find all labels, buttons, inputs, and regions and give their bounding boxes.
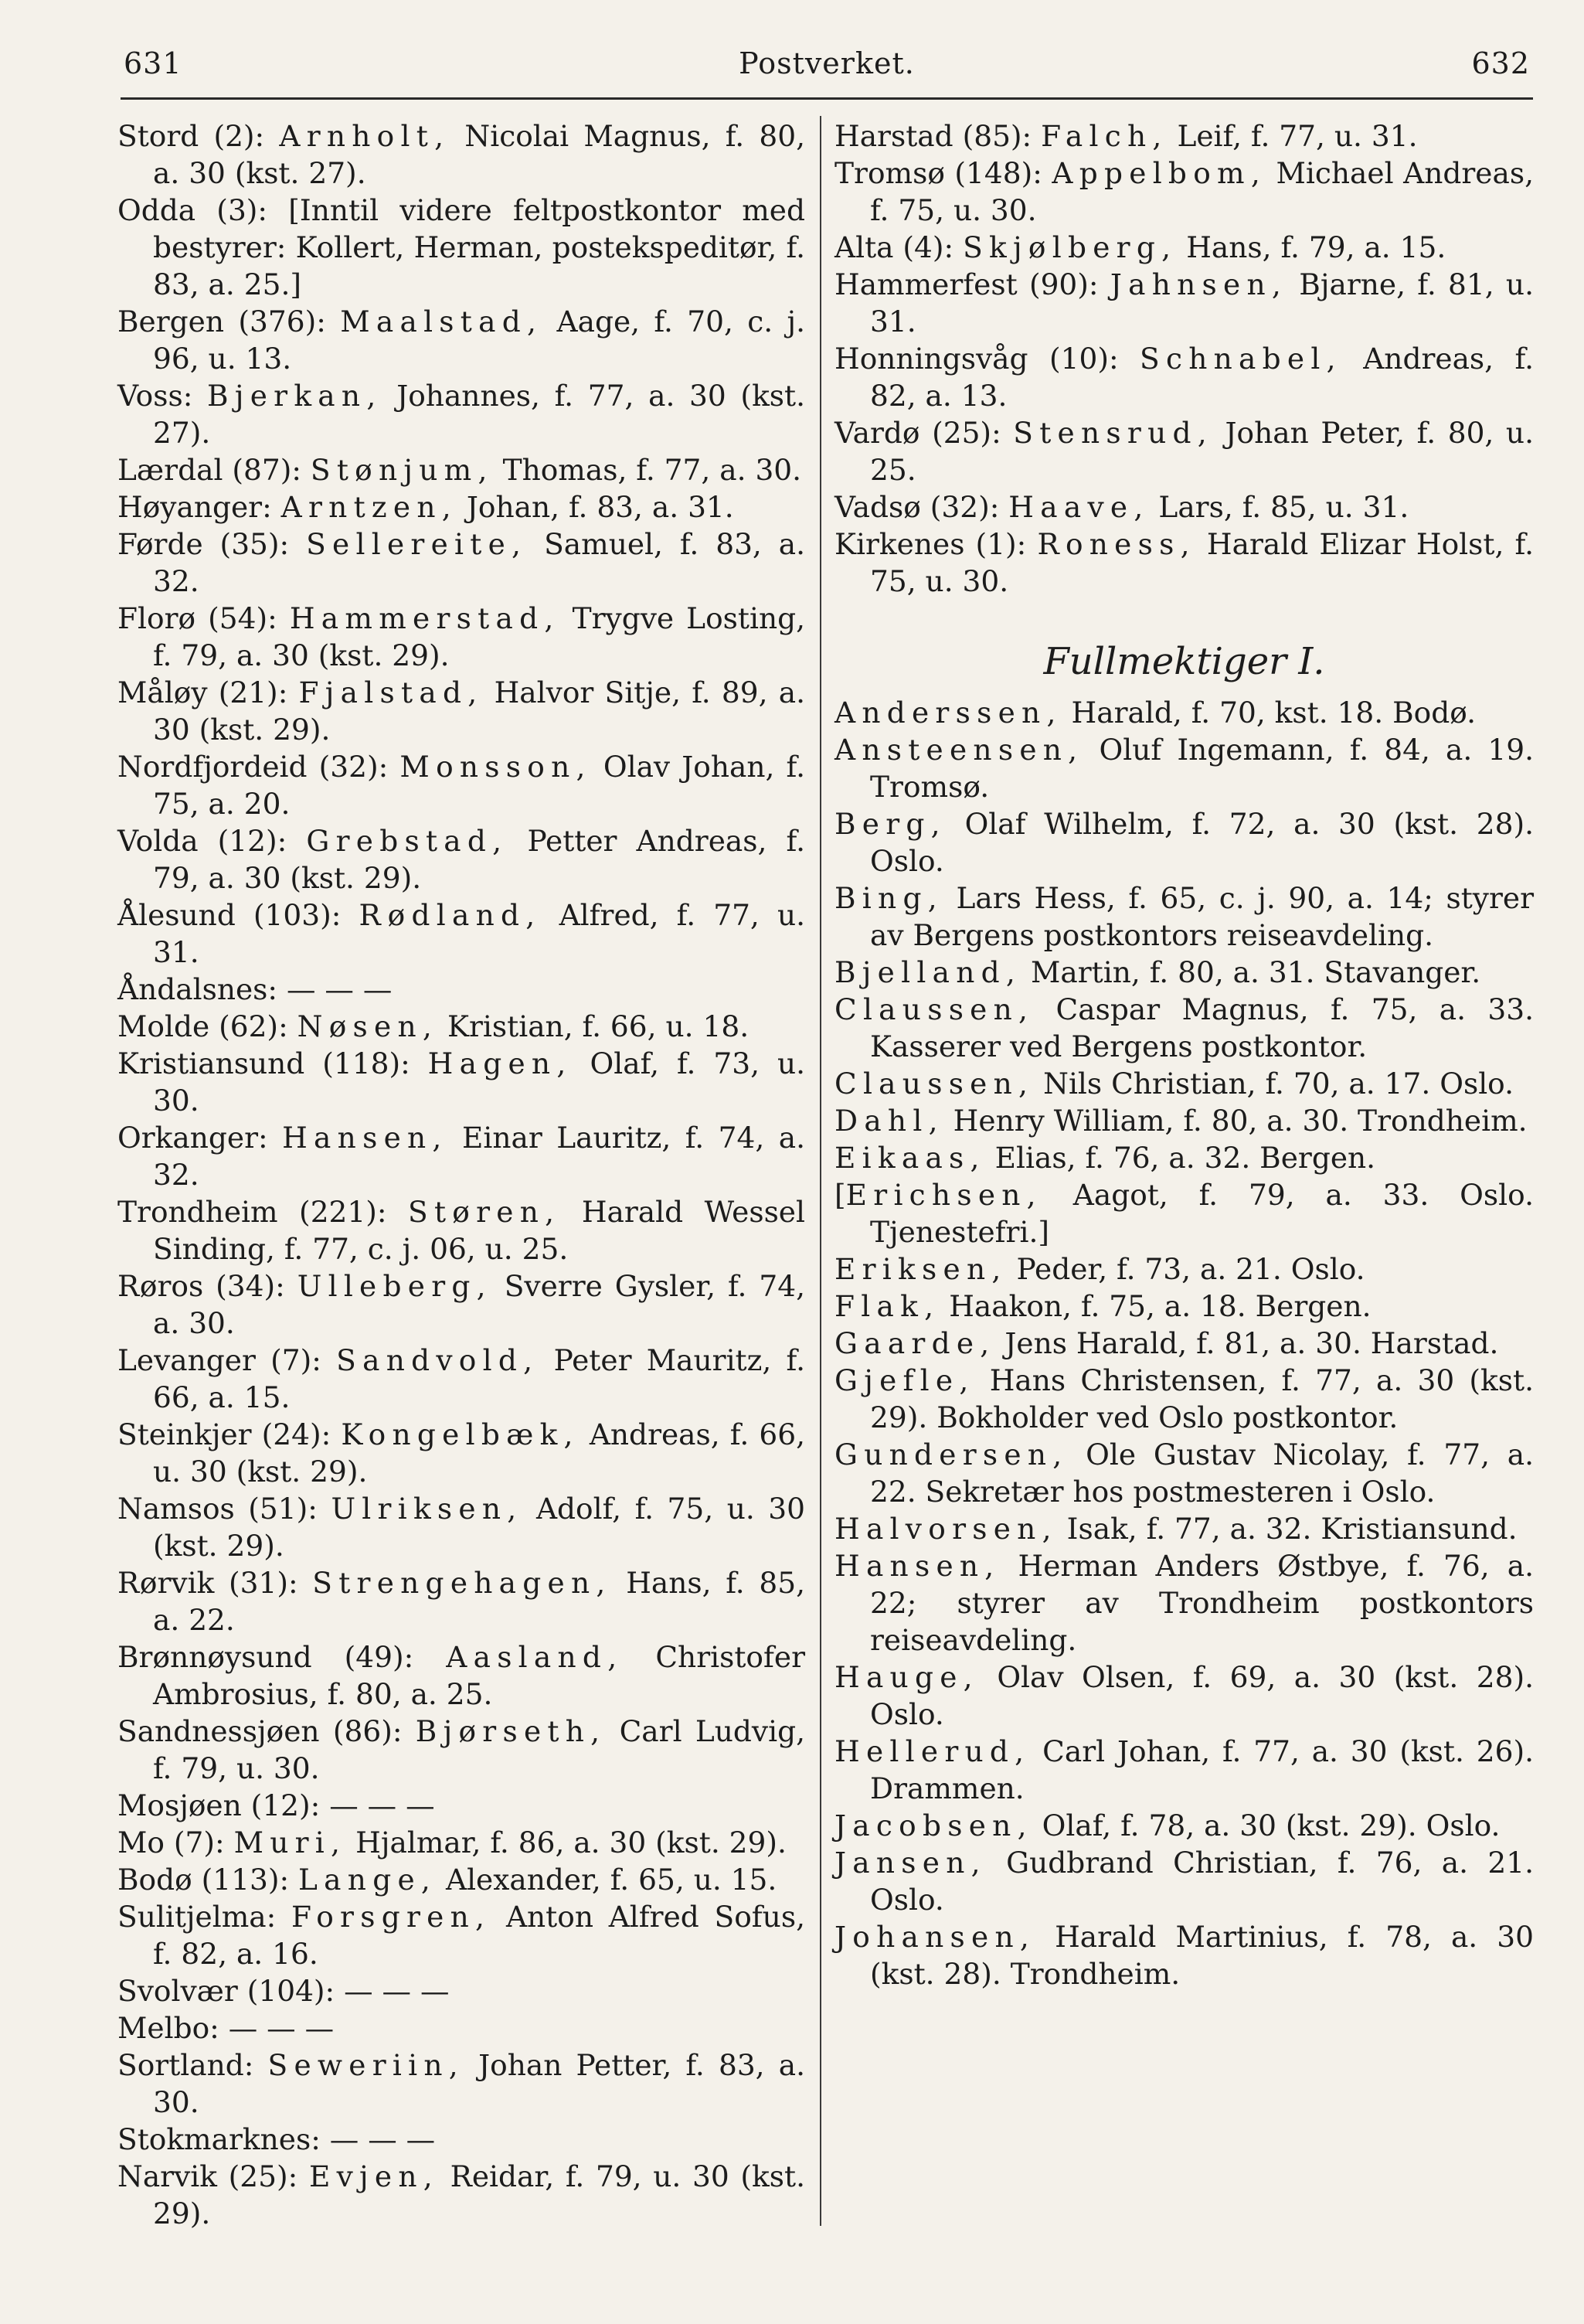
place-name: Kristiansund (118): [117,1046,410,1080]
entry-details: Einar Lauritz, f. 74, a. 32. [153,1121,806,1192]
person-surname: Ulriksen, [331,1492,523,1526]
page-number-right: 632 [1471,46,1530,80]
entry-row [834,1325,1534,1362]
entry-row [117,600,805,674]
person-surname: Sellereite, [306,527,528,561]
entry-details: Sverre Gysler, f. 74, a. 30. [153,1269,805,1340]
entry-row [117,1045,805,1119]
entry-details: Olaf Wilhelm, f. 72, a. 30 (kst. 28). Oslo. [870,807,1535,878]
person-surname: Falch, [1041,119,1168,153]
place-name: Ålesund (103): [117,898,342,932]
place-name: Levanger (7): [117,1343,321,1377]
entry-row [117,1008,805,1045]
person-surname: Hagen, [427,1046,573,1080]
place-name: Trondheim (221): [117,1195,387,1229]
person-surname: Schnabel, [1140,342,1342,376]
entry-row [117,303,805,377]
entry-row [834,954,1534,991]
person-surname: Forsgren, [291,1900,491,1934]
place-name: Florø (54): [117,601,277,635]
entry-row [117,674,805,748]
entry-details: Michael Andreas, f. 75, u. 30. [870,156,1534,227]
person-surname: Grebstad, [306,824,508,858]
entry-details: Caspar Magnus, f. 75, a. 33. Kasserer ved Bergens postkontor. [870,992,1534,1063]
entry-row [117,117,805,192]
entry-details: Aage, f. 70, c. j. 96, u. 13. [153,305,806,376]
entry-details: Olaf, f. 73, u. 30. [153,1046,806,1118]
entry-details: Oluf Ingemann, f. 84, a. 19. Tromsø. [870,733,1535,804]
place-name: Voss: [117,379,193,413]
place-name: Vadsø (32): [834,490,1000,524]
place-name: Lærdal (87): [117,453,301,487]
place-name: Hammerfest (90): [834,267,1099,301]
entry-details: Hans Christensen, f. 77, a. 30 (kst. 29). Bokholder ved Oslo postkontor. [870,1363,1534,1434]
place-name: Åndalsnes: [117,972,278,1006]
entry-row [117,1861,805,1898]
person-surname: Strengehagen, [312,1566,612,1600]
person-surname: Haave, [1008,490,1150,524]
entry-details: Alexander, f. 65, u. 15. [445,1863,777,1897]
entry-row [117,488,805,526]
person-surname: Hammerstad, [289,601,560,635]
entry-details: Adolf, f. 75, u. 30 (kst. 29). [153,1492,805,1563]
entry-row [834,1844,1534,1918]
entry-row [834,1733,1534,1807]
column-divider [820,116,821,2226]
entry-row [117,1824,805,1861]
entry-row [834,1918,1534,1992]
person-surname: Jacobsen, [834,1809,1033,1843]
person-surname: Gundersen, [834,1438,1069,1472]
entry-row [834,805,1534,880]
entry-details: Lars, f. 85, u. 31. [1158,490,1409,524]
entry-row [117,2009,805,2047]
person-surname: Gaarde, [834,1326,996,1360]
entry-details: Henry William, f. 80, a. 30. Trondheim. [953,1104,1528,1138]
person-surname: Lange, [298,1863,437,1897]
person-surname: Dahl, [834,1104,944,1138]
entry-details: Hjalmar, f. 86, a. 30 (kst. 29). [355,1826,787,1860]
person-surname: Kongelbæk, [341,1417,580,1451]
place-name: Sulitjelma: [117,1900,277,1934]
place-name: Honningsvåg (10): [834,342,1119,376]
place-name: Nordfjordeid (32): [117,750,389,784]
entry-details: Anton Alfred Sofus, f. 82, a. 16. [153,1900,805,1971]
entry-row [834,229,1534,266]
place-name: Rørvik (31): [117,1566,298,1600]
page-number-left: 631 [124,46,182,80]
entry-details: Thomas, f. 77, a. 30. [502,453,802,487]
entry-details: Trygve Losting, f. 79, a. 30 (kst. 29). [153,601,806,672]
entry-details: Harald Martinius, f. 78, a. 30 (kst. 28). Trondheim. [870,1920,1534,1991]
person-surname: Hansen, [282,1121,448,1155]
entry-row [834,340,1534,414]
person-surname: Muri, [233,1826,347,1860]
entry-row [117,377,805,451]
place-name: Brønnøysund (49): [117,1640,414,1674]
place-name: Volda (12): [117,824,287,858]
fullmektiger-list [834,694,1534,1992]
entry-details: Elias, f. 76, a. 32. Bergen. [994,1141,1376,1175]
place-name: Odda (3): [117,193,268,227]
person-surname: Halvorsen, [834,1512,1058,1546]
person-surname: Skjølberg, [963,230,1178,264]
entry-row [117,822,805,897]
place-name: Vardø (25): [834,416,1001,450]
bracket-open: [ [834,1178,846,1212]
place-name: Mosjøen (12): [117,1788,321,1822]
entry-row [834,1102,1534,1139]
place-name: Røros (34): [117,1269,285,1303]
entry-details: Carl Johan, f. 77, a. 30 (kst. 26). Drammen. [870,1734,1534,1805]
place-name: Stord (2): [117,119,265,153]
entry-details: Bjarne, f. 81, u. 31. [870,267,1534,339]
person-surname: Bjerkan, [207,379,382,413]
entry-row [834,155,1534,229]
person-surname: Bing, [834,881,943,915]
entry-details: Nils Christian, f. 70, a. 17. Oslo. [1043,1067,1514,1101]
person-surname: Bjelland, [834,955,1022,989]
entry-details: Halvor Sitje, f. 89, a. 30 (kst. 29). [153,675,805,747]
entry-row [117,526,805,600]
entry-row [117,1193,805,1267]
entry-details: — — — [286,972,393,1006]
place-name: Steinkjer (24): [117,1417,331,1451]
person-surname: Hansen, [834,1549,1001,1583]
entry-details: Alfred, f. 77, u. 31. [153,898,806,969]
entry-row [834,488,1534,526]
entry-details: Olaf, f. 78, a. 30 (kst. 29). Oslo. [1042,1809,1501,1843]
person-surname: Jansen, [834,1846,987,1880]
entry-details: — — — [329,2122,436,2156]
person-surname: Flak, [834,1289,940,1323]
entry-row [117,1267,805,1342]
entry-details: Johannes, f. 77, a. 30 (kst. 27). [153,379,806,450]
person-surname: Monsson, [399,750,592,784]
entry-row [117,1490,805,1564]
person-surname: Seweriin, [267,2048,464,2082]
person-surname: Arnholt, [279,119,450,153]
entry-details: Johan, f. 83, a. 31. [466,490,734,524]
entry-details: Olav Johan, f. 75, a. 20. [153,750,806,821]
person-surname: Bjørseth, [415,1714,607,1748]
person-surname: Claussen, [834,992,1035,1026]
entry-row [117,1972,805,2009]
right-column [834,117,1534,1992]
entry-row [117,1787,805,1824]
entry-details: Gudbrand Christian, f. 76, a. 21. Oslo. [870,1846,1534,1917]
entry-details: Martin, f. 80, a. 31. Stavanger. [1030,955,1481,989]
place-name: Tromsø (148): [834,156,1042,190]
entry-row [834,1176,1534,1250]
entry-row [834,526,1534,600]
entry-row [834,991,1534,1065]
entry-details: Nicolai Magnus, f. 80, a. 30 (kst. 27). [153,119,805,190]
place-name: Høyanger: [117,490,272,524]
entry-row [117,1713,805,1787]
running-title: Postverket. [739,46,915,80]
entry-row [834,1807,1534,1844]
person-surname: Claussen, [834,1067,1035,1101]
person-surname: Nøsen, [297,1009,439,1043]
entry-details: Reidar, f. 79, u. 30 (kst. 29). [153,2159,806,2230]
entry-details: Johan Petter, f. 83, a. 30. [153,2048,805,2119]
person-surname: Roness, [1037,527,1196,561]
place-name: Sandnessjøen (86): [117,1714,403,1748]
person-surname: Eikaas, [834,1141,986,1175]
place-name: Namsos (51): [117,1492,318,1526]
person-surname: Maalstad, [340,305,543,339]
person-surname: Stønjum, [310,453,494,487]
entry-details: Hans, f. 85, a. 22. [153,1566,806,1637]
entry-details: Harald Wessel Sinding, f. 77, c. j. 06, u. 25. [153,1195,805,1266]
entry-details: Christofer Ambrosius, f. 80, a. 25. [153,1640,806,1711]
entry-row [834,1659,1534,1733]
person-surname: Fjalstad, [298,675,484,709]
person-surname: Hauge, [834,1660,979,1694]
entry-details: Peter Mauritz, f. 66, a. 15. [153,1343,806,1414]
person-surname: Evjen, [308,2159,439,2193]
place-name: Sortland: [117,2048,254,2082]
person-surname: Jahnsen, [1110,267,1288,301]
person-surname: Aasland, [446,1640,624,1674]
postmaster-list-continued [834,117,1534,600]
entry-row [834,1362,1534,1436]
person-surname: Hellerud, [834,1734,1031,1768]
entry-row [834,1065,1534,1102]
place-name: Måløy (21): [117,675,288,709]
entry-details: Peder, f. 73, a. 21. Oslo. [1016,1252,1365,1286]
person-surname: Gjefle, [834,1363,975,1397]
section-title: Fullmektiger I. [1043,640,1325,683]
place-name: Melbo: [117,2011,219,2045]
entry-row [117,2121,805,2158]
person-surname: Eriksen, [834,1252,1008,1286]
place-name: Bergen (376): [117,305,326,339]
entry-row [117,1638,805,1713]
person-surname: Arntzen, [280,490,457,524]
page-header [121,46,1533,93]
place-name: Harstad (85): [834,119,1032,153]
place-name: Svolvær (104): [117,1974,335,2008]
entry-row [117,192,805,303]
person-surname: Johansen, [834,1920,1036,1954]
entry-details: Kristian, f. 66, u. 18. [447,1009,750,1043]
person-surname: Støren, [408,1195,561,1229]
entry-row [834,880,1534,954]
place-name: Kirkenes (1): [834,527,1027,561]
entry-row [117,1119,805,1193]
entry-details: Ole Gustav Nicolay, f. 77, a. 22. Sekretær hos postmesteren i Oslo. [870,1438,1535,1509]
person-surname: Ulleberg, [297,1269,492,1303]
place-name: Molde (62): [117,1009,288,1043]
person-surname: Rødland, [359,898,542,932]
entry-row [834,1547,1534,1659]
person-surname: Appelbom, [1052,156,1266,190]
entry-row [834,1510,1534,1547]
entry-row [834,266,1534,340]
entry-row [117,897,805,971]
entry-details: Harald, f. 70, kst. 18. Bodø. [1071,696,1477,730]
entry-row [834,1250,1534,1288]
entry-row [117,2047,805,2121]
entry-details: Lars Hess, f. 65, c. j. 90, a. 14; styrer av Bergens postkontors reiseavdeling. [870,881,1534,952]
entry-details: Haakon, f. 75, a. 18. Bergen. [949,1289,1372,1323]
entry-row [117,1898,805,1972]
entry-details: Isak, f. 77, a. 32. Kristiansund. [1066,1512,1518,1546]
entry-details: Olav Olsen, f. 69, a. 30 (kst. 28). Oslo. [870,1660,1535,1731]
person-surname: Stensrud, [1013,416,1213,450]
person-surname: Berg, [834,807,947,841]
entry-row [117,1416,805,1490]
entry-row [117,1564,805,1638]
place-name: Førde (35): [117,527,290,561]
entry-details: Carl Ludvig, f. 79, u. 30. [153,1714,806,1785]
entry-row [834,1139,1534,1176]
entry-details: Samuel, f. 83, a. 32. [153,527,806,598]
place-name: Bodø (113): [117,1863,290,1897]
entry-row [834,117,1534,155]
place-name: Orkanger: [117,1121,268,1155]
entry-details: Jens Harald, f. 81, a. 30. Harstad. [1004,1326,1499,1360]
person-surname: Ansteensen, [834,733,1084,767]
person-surname: Erichsen, [845,1178,1042,1212]
entry-row [834,731,1534,805]
entry-details: [Inntil videre feltpostkontor med bestyrer: Kollert, Herman, postekspeditør, f. 83, a. 25.] [153,193,805,301]
entry-row [117,451,805,488]
entry-details: — — — [329,1788,435,1822]
entry-details: Petter Andreas, f. 79, a. 30 (kst. 29). [153,824,806,895]
entry-row [834,1288,1534,1325]
place-name: Alta (4): [834,230,954,264]
entry-row [117,748,805,822]
entry-details: Andreas, f. 82, a. 13. [870,342,1535,413]
entry-details: Johan Peter, f. 80, u. 25. [870,416,1535,487]
place-name: Narvik (25): [117,2159,298,2193]
entry-details: Andreas, f. 66, u. 30 (kst. 29). [153,1417,806,1489]
entry-row [834,694,1534,731]
person-surname: Sandvold, [336,1343,539,1377]
entry-details: Aagot, f. 79, a. 33. Oslo. Tjenestefri.] [870,1178,1534,1249]
entry-details: Herman Anders Østbye, f. 76, a. 22; styrer av Trondheim postkontors reiseavdeling. [870,1549,1534,1657]
entry-row [834,1436,1534,1510]
place-name: Mo (7): [117,1826,225,1860]
entry-row [117,2158,805,2232]
entry-details: — — — [344,1974,450,2008]
entry-details: Harald Elizar Holst, f. 75, u. 30. [870,527,1534,598]
entry-details: Leif, f. 77, u. 31. [1177,119,1418,153]
person-surname: Anderssen, [834,696,1062,730]
entry-row [117,1342,805,1416]
header-rule [121,97,1533,100]
place-name: Stokmarknes: [117,2122,321,2156]
entry-row [834,414,1534,488]
entry-details: Hans, f. 79, a. 15. [1186,230,1446,264]
entry-details: — — — [228,2011,335,2045]
left-column [117,117,805,2232]
entry-row [117,971,805,1008]
